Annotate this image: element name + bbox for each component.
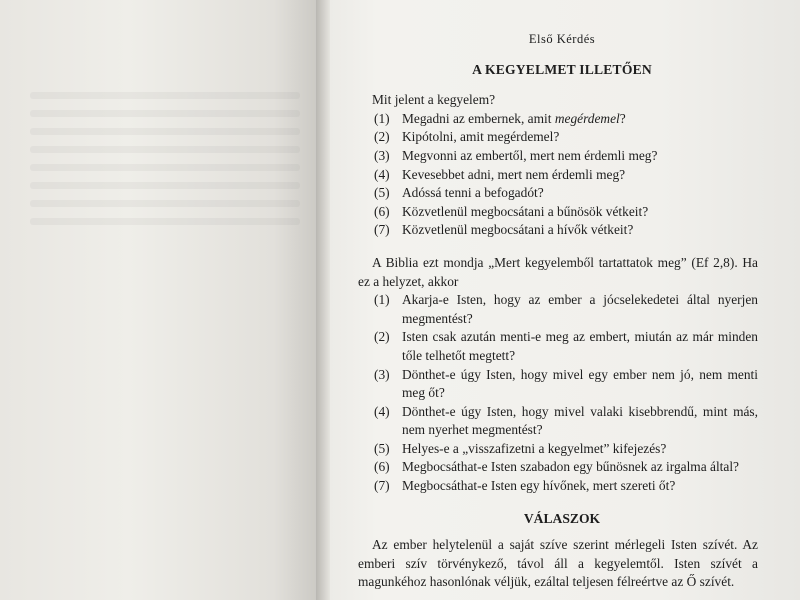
bleed-through-line xyxy=(30,164,300,171)
bleed-through-line xyxy=(30,92,300,99)
sub-question-list xyxy=(358,291,758,496)
chapter-label: Első Kérdés xyxy=(528,32,596,46)
question-item: (6) Közvetlenül megbocsátani a bűnösök vétkeit? xyxy=(374,203,649,219)
answer-paragraph: Az ember helytelenül a saját szíve szerint mérlegeli Isten szívét. Az emberi szív törvénykező, távol áll a kegyelemtől. Isten szívét a magunkéhoz hasonlónak véljük, ezáltal teljesen félreértve az Ő szívét. xyxy=(358,537,758,590)
bible-paragraph: A Biblia ezt mondja „Mert kegyelemből tartattatok meg” (Ef 2,8). Ha ez a helyzet, akkor xyxy=(358,254,758,289)
bleed-through-line xyxy=(30,182,300,189)
sub-question-item: (3) Dönthet-e úgy Isten, hogy mivel egy ember nem jó, nem menti meg őt? xyxy=(374,366,758,401)
question-list xyxy=(358,110,758,240)
question-item: (5) Adóssá tenni a befogadót? xyxy=(374,185,544,201)
bleed-through-line xyxy=(30,146,300,153)
question-item: (1) Megadni az embernek, amit megérdemel? xyxy=(374,110,626,126)
sub-question-item: (1) Akarja-e Isten, hogy az ember a jócselekedetei által nyerjen megmentést? xyxy=(374,292,758,326)
sub-question-item: (6) Megbocsáthat-e Isten szabadon egy bűnösnek az irgalma által? xyxy=(374,459,739,475)
question-item: (7) Közvetlenül megbocsátani a hívők vétkeit? xyxy=(374,222,634,238)
sub-question-item: (7) Megbocsáthat-e Isten egy hívőnek, mert szereti őt? xyxy=(374,478,676,494)
left-page xyxy=(0,0,322,600)
answers-heading: VÁLASZOK xyxy=(523,510,601,526)
page-title: A KEGYELMET ILLETŐEN xyxy=(472,61,652,77)
bleed-through-line xyxy=(30,218,300,225)
sub-question-item: (4) Dönthet-e úgy Isten, hogy mivel valaki kisebbrendű, mint más, nem nyerhet megmentést? xyxy=(374,403,758,438)
question-item: (4) Kevesebbet adni, mert nem érdemli meg? xyxy=(374,166,626,182)
bleed-through-line xyxy=(30,110,300,117)
sub-question-item: (5) Helyes-e a „visszafizetni a kegyelmet” kifejezés? xyxy=(374,440,667,456)
question-intro: Mit jelent a kegyelem? xyxy=(372,92,496,108)
page-text xyxy=(358,30,758,592)
question-item: (3) Megvonni az embertől, mert nem érdemli meg? xyxy=(374,147,658,163)
bleed-through-line xyxy=(30,200,300,207)
sub-question-item: (2) Isten csak azután menti-e meg az embert, miután az már minden tőle telhetőt megtett? xyxy=(374,329,758,363)
right-page xyxy=(330,0,800,600)
bleed-through-line xyxy=(30,128,300,135)
question-item: (2) Kipótolni, amit megérdemel? xyxy=(374,129,560,145)
